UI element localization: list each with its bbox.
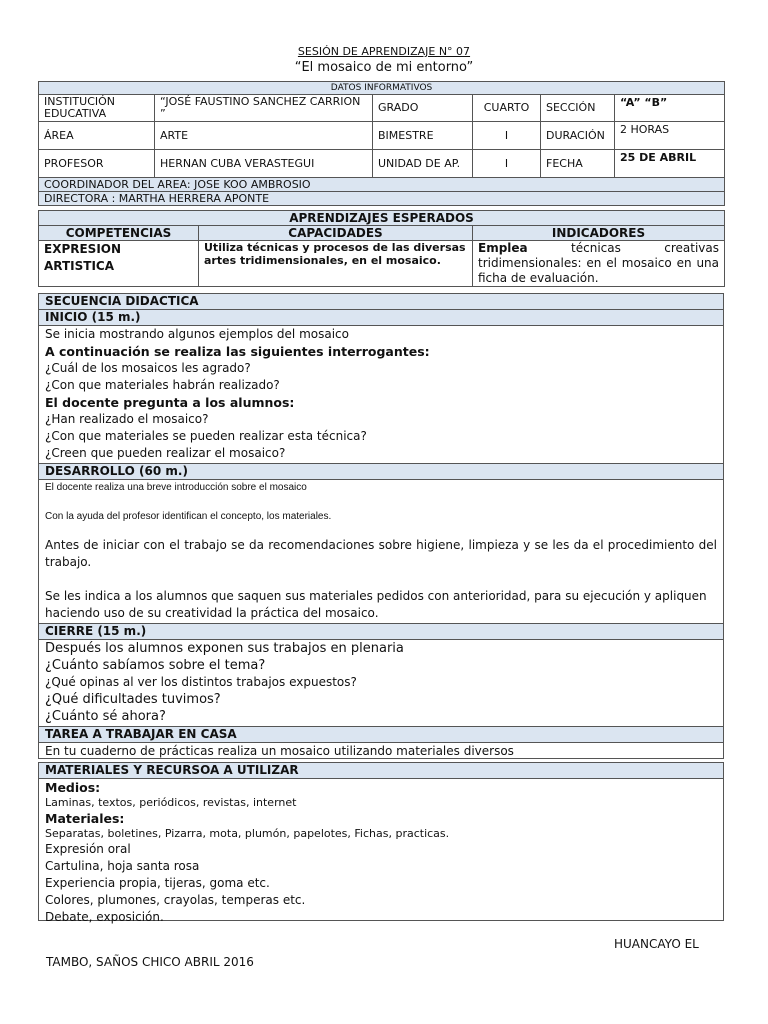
institucion-value: “JOSÉ FAUSTINO SANCHEZ CARRION ” [155,95,373,122]
datos-informativos-table [38,81,725,206]
desarrollo-line: El docente realiza una breve introducción sobre el mosaico [45,482,307,493]
grado-label: GRADO [373,95,473,122]
tarea-header: TAREA A TRABAJAR EN CASA [39,727,723,743]
cierre-line: Después los alumnos exponen sus trabajos en plenaria [45,641,404,656]
desarrollo-paragraph: Antes de iniciar con el trabajo se da recomendaciones sobre higiene, limpieza y se les da el procedimiento del trabajo. [45,538,717,569]
desarrollo-body [39,481,723,624]
indicador-text: técnicas creativas tridimensionales: en el mosaico en una ficha de evaluación. [478,241,720,285]
grado-value: CUARTO [473,95,541,122]
cierre-line: ¿Qué opinas al ver los distintos trabajos expuestos? [45,675,357,689]
secuencia-section [38,293,724,727]
aprendizajes-header: APRENDIZAJES ESPERADOS [39,211,725,226]
duracion-label: DURACIÓN [541,122,615,150]
cierre-body [39,640,723,725]
materiales-line: Colores, plumones, crayolas, temperas etc. [45,893,306,907]
footer-right: HUANCAYO EL [614,937,699,951]
area-value: ARTE [155,122,373,150]
competencia-cell: EXPRESION ARTISTICA [39,241,199,287]
session-subtitle: “El mosaico de mi entorno” [294,60,474,75]
inicio-line: Se inicia mostrando algunos ejemplos del mosaico [45,327,349,341]
footer-left: TAMBO, SAÑOS CHICO ABRIL 2016 [46,955,254,969]
cierre-line: ¿Cuánto sé ahora? [45,709,166,724]
fecha-label: FECHA [541,150,615,178]
fecha-value: 25 DE ABRIL [615,150,725,178]
bimestre-label: BIMESTRE [373,122,473,150]
medios-text: Laminas, textos, periódicos, revistas, internet [45,796,297,809]
secuencia-header: SECUENCIA DIDACTICA [39,294,723,310]
inicio-body [39,326,723,464]
col-indicadores: INDICADORES [473,226,725,241]
tarea-section [38,726,724,759]
materiales-line: Cartulina, hoja santa rosa [45,859,200,873]
indicador-bold: Emplea [478,241,528,255]
unidad-value: I [473,150,541,178]
materiales-line: Expresión oral [45,842,131,856]
profesor-value: HERNAN CUBA VERASTEGUI [155,150,373,178]
inicio-line: ¿Con que materiales habrán realizado? [45,378,280,392]
inicio-line: ¿Creen que pueden realizar el mosaico? [45,446,286,460]
datos-header: DATOS INFORMATIVOS [39,82,725,95]
aprendizajes-table [38,210,725,287]
inicio-line: ¿Han realizado el mosaico? [45,412,209,426]
medios-label: Medios: [45,780,101,795]
col-competencias: COMPETENCIAS [39,226,199,241]
materiales-section [38,762,724,924]
inicio-line: El docente pregunta a los alumnos: [45,395,295,410]
coordinador-row: COORDINADOR DEL AREA: JOSE KOO AMBROSIO [39,178,725,192]
session-title: SESIÓN DE APRENDIZAJE N° 07 [297,45,471,58]
cierre-line: ¿Cuánto sabíamos sobre el tema? [45,658,266,673]
materiales-line: Experiencia propia, tijeras, goma etc. [45,876,270,890]
capacidad-cell: Utiliza técnicas y procesos de las diversas artes tridimensionales, en el mosaico. [199,241,473,287]
desarrollo-line: Con la ayuda del profesor identifican el concepto, los materiales. [45,511,332,522]
profesor-label: PROFESOR [39,150,155,178]
cierre-line: ¿Qué dificultades tuvimos? [45,692,221,707]
inicio-header: INICIO (15 m.) [39,310,723,326]
materiales-header: MATERIALES Y RECURSOA A UTILIZAR [39,763,723,779]
cierre-header: CIERRE (15 m.) [39,624,723,640]
inicio-line: ¿Con que materiales se pueden realizar esta técnica? [45,429,367,443]
seccion-value: “A” “B” [615,95,725,122]
materiales-label: Materiales: [45,811,125,826]
unidad-label: UNIDAD DE AP. [373,150,473,178]
institucion-label: INSTITUCIÓN EDUCATIVA [39,95,155,122]
inicio-line: A continuación se realiza las siguientes interrogantes: [45,344,430,359]
indicador-cell [473,241,725,287]
duracion-value: 2 HORAS [615,122,725,150]
inicio-line: ¿Cuál de los mosaicos les agrado? [45,361,251,375]
seccion-label: SECCIÓN [541,95,615,122]
materiales-line: Debate, exposición. [45,910,164,924]
materiales-line: Separatas, boletines, Pizarra, mota, plumón, papelotes, Fichas, practicas. [45,827,450,840]
directora-row: DIRECTORA : MARTHA HERRERA APONTE [39,192,725,206]
area-label: ÁREA [39,122,155,150]
desarrollo-header: DESARROLLO (60 m.) [39,464,723,480]
col-capacidades: CAPACIDADES [199,226,473,241]
desarrollo-paragraph: Se les indica a los alumnos que saquen sus materiales pedidos con anterioridad, para su ejecución y apliquen haciendo uso de su creatividad la práctica del mosaico. [45,589,707,620]
tarea-text: En tu cuaderno de prácticas realiza un mosaico utilizando materiales diversos [45,744,514,758]
bimestre-value: I [473,122,541,150]
